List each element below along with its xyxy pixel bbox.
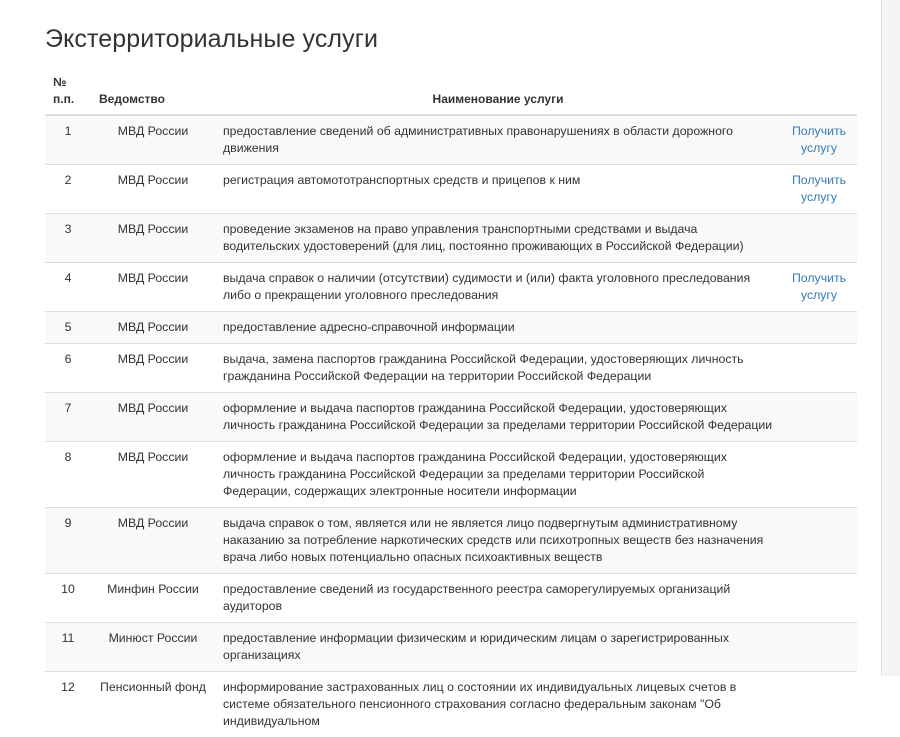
table-row [45, 574, 857, 623]
table-header-row [45, 70, 857, 115]
table-row [45, 393, 857, 442]
right-side-panel [881, 0, 900, 676]
row-service-name: регистрация автомототранспортных средств и прицепов к ним [215, 165, 781, 214]
row-number: 2 [45, 165, 91, 214]
row-department: МВД России [91, 312, 215, 344]
row-service-name: предоставление сведений об административных правонарушениях в области дорожного движения [215, 115, 781, 165]
row-department: МВД России [91, 115, 215, 165]
row-number: 6 [45, 344, 91, 393]
row-service-name: выдача, замена паспортов гражданина Российской Федерации, удостоверяющих личность гражданина Российской Федерации на территории Российской Федерации [215, 344, 781, 393]
table-row [45, 344, 857, 393]
table-row [45, 214, 857, 263]
row-number: 8 [45, 442, 91, 508]
row-number: 9 [45, 508, 91, 574]
row-service-name: предоставление сведений из государственного реестра саморегулируемых организаций аудиторов [215, 574, 781, 623]
row-department: Минюст России [91, 623, 215, 672]
row-department: МВД России [91, 393, 215, 442]
row-number: 11 [45, 623, 91, 672]
get-service-link[interactable]: Получить услугу [792, 124, 846, 155]
row-service-name: информирование застрахованных лиц о состоянии их индивидуальных лицевых счетов в системе обязательного пенсионного страхования согласно федеральным законам "Об индивидуальном [215, 672, 781, 737]
row-number: 7 [45, 393, 91, 442]
row-action-cell [781, 623, 857, 672]
header-action [781, 70, 857, 115]
table-row [45, 672, 857, 737]
row-action-cell [781, 344, 857, 393]
row-service-name: оформление и выдача паспортов гражданина Российской Федерации, удостоверяющих личность гражданина Российской Федерации за пределами территории Российской Федерации, содержащих электронные носители информации [215, 442, 781, 508]
row-action-cell [781, 442, 857, 508]
row-department: МВД России [91, 165, 215, 214]
row-service-name: проведение экзаменов на право управления транспортными средствами и выдача водительских удостоверений (для лиц, постоянно проживающих в Российской Федерации) [215, 214, 781, 263]
table-row [45, 623, 857, 672]
table-row [45, 115, 857, 165]
get-service-link[interactable]: Получить услугу [792, 173, 846, 204]
row-action-cell [781, 165, 857, 214]
row-department: МВД России [91, 508, 215, 574]
row-department: МВД России [91, 214, 215, 263]
row-action-cell [781, 115, 857, 165]
row-number: 4 [45, 263, 91, 312]
get-service-link[interactable]: Получить услугу [792, 271, 846, 302]
row-service-name: предоставление адресно-справочной информации [215, 312, 781, 344]
table-row [45, 442, 857, 508]
row-action-cell [781, 393, 857, 442]
row-department: Пенсионный фонд [91, 672, 215, 737]
row-department: МВД России [91, 344, 215, 393]
row-department: МВД России [91, 263, 215, 312]
header-department: Ведомство [91, 70, 215, 115]
row-action-cell [781, 312, 857, 344]
row-number: 3 [45, 214, 91, 263]
table-row [45, 165, 857, 214]
row-action-cell [781, 574, 857, 623]
row-service-name: выдача справок о наличии (отсутствии) судимости и (или) факта уголовного преследования либо о прекращении уголовного преследования [215, 263, 781, 312]
table-row [45, 508, 857, 574]
row-department: Минфин России [91, 574, 215, 623]
row-number: 12 [45, 672, 91, 737]
row-action-cell [781, 508, 857, 574]
row-service-name: выдача справок о том, является или не является лицо подвергнутым административному наказанию за потребление наркотических средств или психотропных веществ без назначения врача либо новых потенциально опасных психоактивных веществ [215, 508, 781, 574]
header-service-name: Наименование услуги [215, 70, 781, 115]
row-department: МВД России [91, 442, 215, 508]
row-number: 10 [45, 574, 91, 623]
row-service-name: предоставление информации физическим и юридическим лицам о зарегистрированных организациях [215, 623, 781, 672]
row-action-cell [781, 672, 857, 737]
services-table [45, 70, 857, 737]
row-number: 1 [45, 115, 91, 165]
row-number: 5 [45, 312, 91, 344]
page-title: Экстерриториальные услуги [45, 25, 378, 54]
header-number: № п.п. [45, 70, 91, 115]
row-action-cell [781, 263, 857, 312]
row-action-cell [781, 214, 857, 263]
row-service-name: оформление и выдача паспортов гражданина Российской Федерации, удостоверяющих личность гражданина Российской Федерации за пределами территории Российской Федерации [215, 393, 781, 442]
table-row [45, 312, 857, 344]
table-row [45, 263, 857, 312]
